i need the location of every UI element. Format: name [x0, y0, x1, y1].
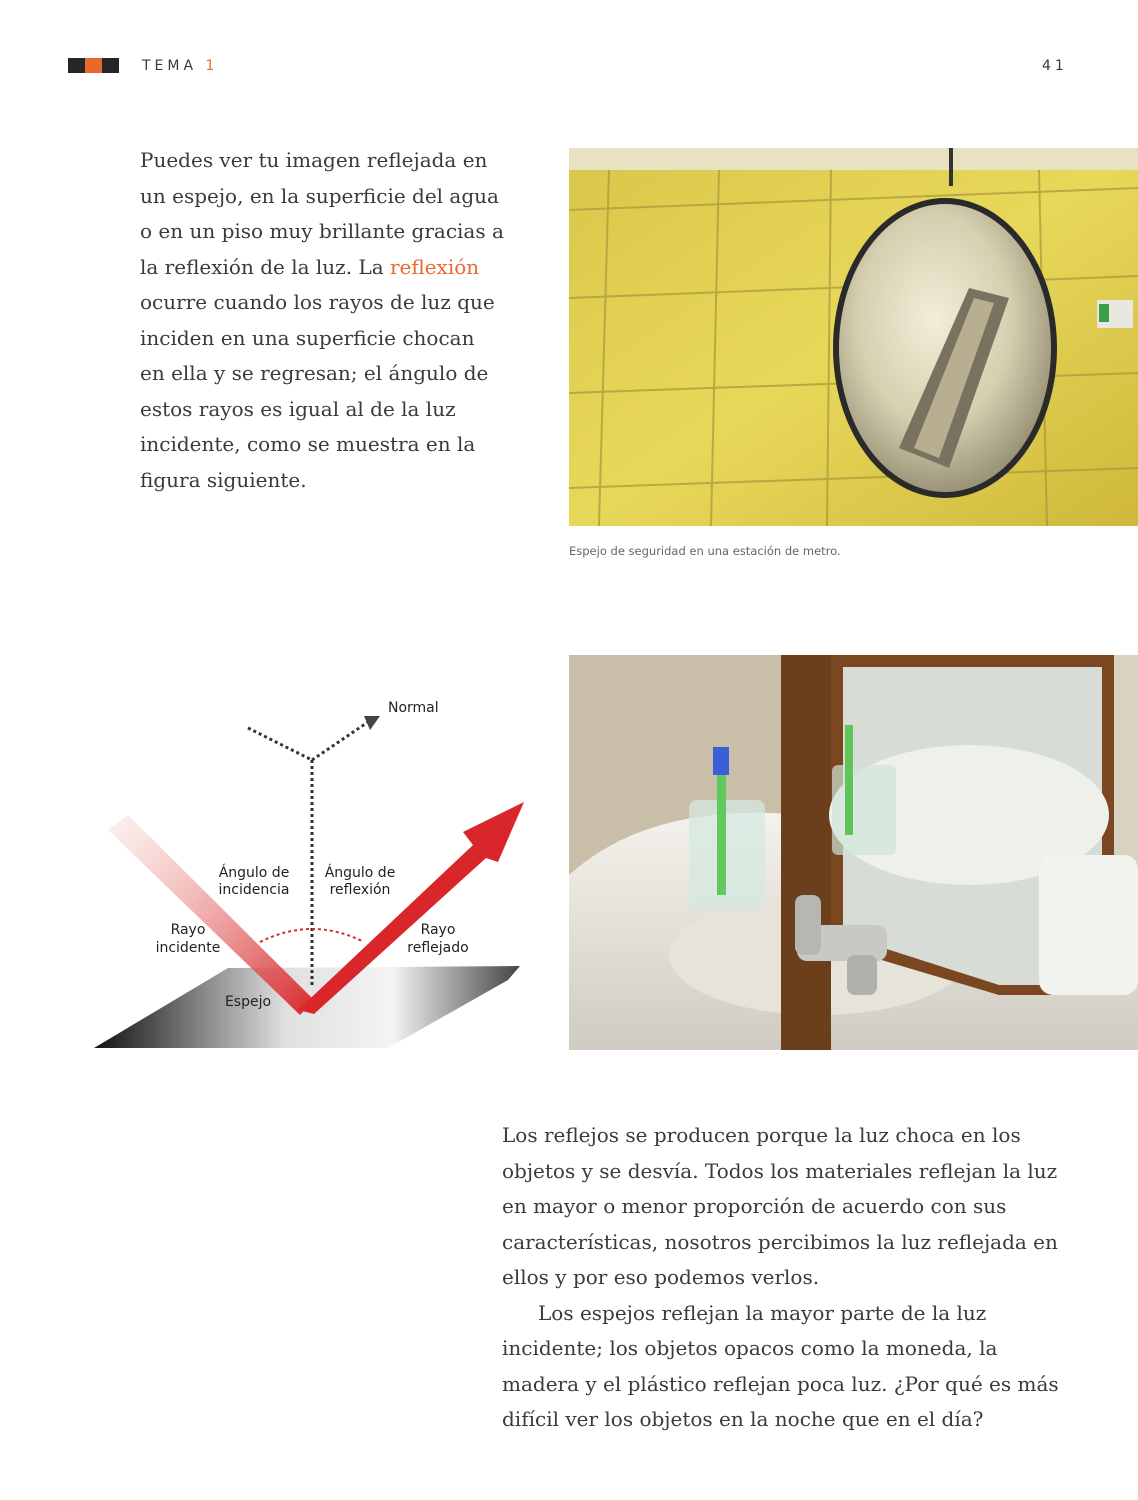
header-block-2: [85, 58, 102, 73]
intro-text-after: ocurre cuando los rayos de luz que inciden en una superficie chocan en ella y se regresan; el ángulo de estos rayos es igual al de la luz incidente, como se muestra en la figura siguiente.: [140, 290, 495, 492]
label-incident-ray-1: Rayo: [170, 922, 206, 938]
section-label-text: TEMA: [142, 58, 198, 74]
keyword-reflexion: reflexión: [389, 254, 480, 279]
header-block-1: [68, 58, 85, 73]
normal-arrowhead: [364, 716, 380, 730]
metro-mirror-photo: [569, 148, 1138, 526]
label-angle-incidence-1: Ángulo de: [218, 865, 290, 881]
label-angle-reflection-2: reflexión: [329, 882, 391, 898]
label-reflected-ray-2: reflejado: [407, 940, 469, 956]
body-paragraph-2: Los espejos reflejan la mayor parte de la luz incidente; los objetos opacos como la moneda, la madera y el plástico reflejan poca luz. ¿Por qué es más difícil ver los objetos en la noche que en el día?: [502, 1300, 1059, 1431]
reflection-diagram: [88, 680, 538, 1055]
metro-photo-caption: Espejo de seguridad en una estación de metro.: [569, 544, 841, 558]
intro-paragraph: [140, 143, 505, 498]
label-normal: Normal: [388, 700, 439, 716]
section-label: [142, 58, 218, 74]
page-number: 41: [1042, 58, 1068, 74]
label-mirror: Espejo: [224, 994, 272, 1010]
intro-text-before: Puedes ver tu imagen reflejada en un espejo, en la superficie del agua o en un piso muy brillante gracias a la reflexión de la luz. La: [140, 148, 504, 279]
label-angle-incidence-2: incidencia: [218, 882, 290, 898]
header-color-blocks: [68, 58, 119, 73]
label-reflected-ray-1: Rayo: [420, 922, 456, 938]
body-text: [502, 1118, 1072, 1438]
label-angle-reflection-1: Ángulo de: [324, 865, 396, 881]
header-block-3: [102, 58, 119, 73]
body-paragraph-1: Los reflejos se producen porque la luz choca en los objetos y se desvía. Todos los materiales reflejan la luz en mayor o menor proporción de acuerdo con sus características, nosotros percibimos la luz reflejada en ellos y por eso podemos verlos.: [502, 1123, 1058, 1289]
label-incident-ray-2: incidente: [155, 940, 221, 956]
bathroom-mirror-photo: [569, 655, 1138, 1050]
section-number: 1: [205, 58, 219, 74]
